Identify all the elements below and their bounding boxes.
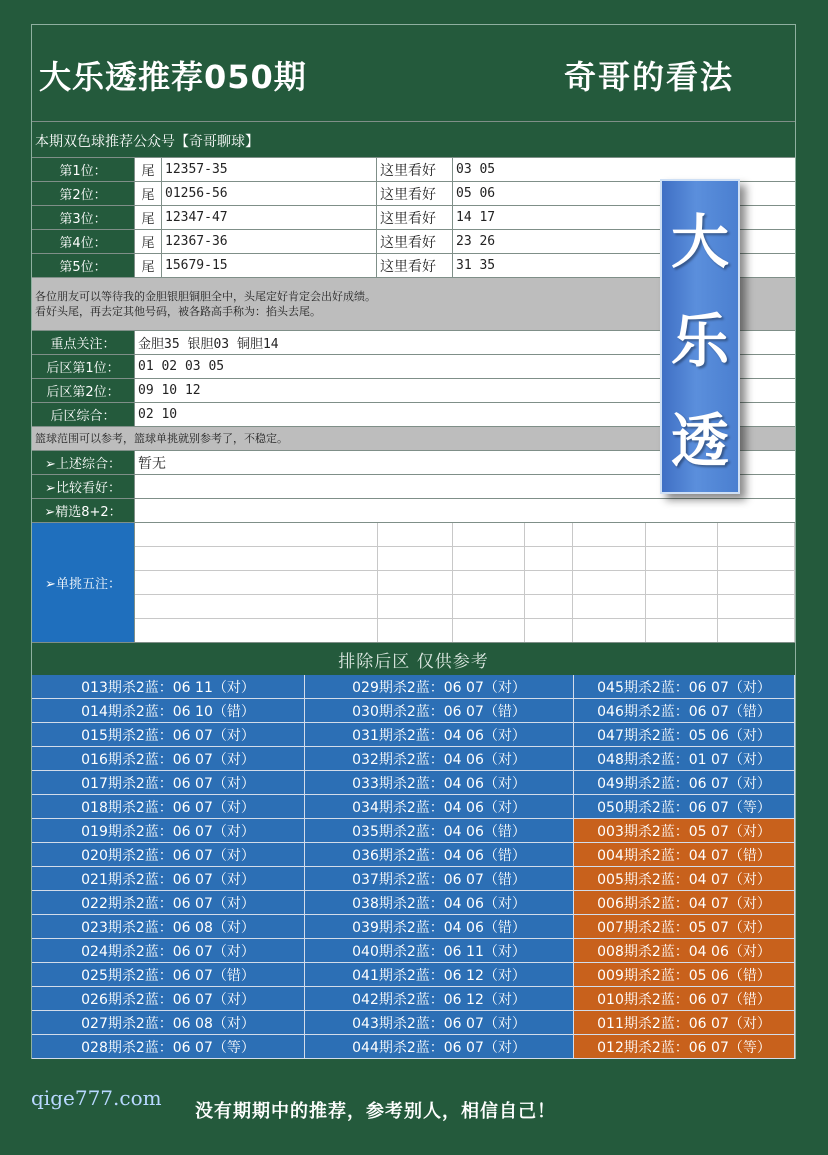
position-label: 第2位： xyxy=(32,182,135,205)
footer-url[interactable]: qige777.com xyxy=(31,1086,162,1110)
focus-label: 重点关注： xyxy=(32,331,135,354)
pick5-cell xyxy=(135,595,378,619)
rec-item: 033期杀2蓝：04 06（对） xyxy=(305,771,574,795)
rec-item: 012期杀2蓝：06 07（等） xyxy=(574,1035,795,1059)
rec-item: 031期杀2蓝：04 06（对） xyxy=(305,723,574,747)
good-numbers: 23 26 xyxy=(456,234,496,249)
rec-item: 004期杀2蓝：04 07（错） xyxy=(574,843,795,867)
pick5-cell xyxy=(646,523,718,547)
rec-item: 036期杀2蓝：04 06（错） xyxy=(305,843,574,867)
summary-label: ➢上述综合： xyxy=(32,451,135,474)
good-label: 这里看好 xyxy=(377,206,453,229)
badge-char-3: 透 xyxy=(670,407,729,476)
rec-item: 013期杀2蓝：06 11（对） xyxy=(32,675,305,699)
subtitle-row xyxy=(32,121,795,157)
good-numbers: 05 06 xyxy=(456,186,496,201)
pick5-cell xyxy=(135,523,378,547)
summary-label: ➢精选8+2： xyxy=(32,499,135,522)
rec-item: 034期杀2蓝：04 06（对） xyxy=(305,795,574,819)
rec-item: 039期杀2蓝：04 06（错） xyxy=(305,915,574,939)
summary-value: 暂无 xyxy=(138,455,166,472)
rec-item: 048期杀2蓝：01 07（对） xyxy=(574,747,795,771)
pick5-cell xyxy=(378,571,453,595)
rec-item: 007期杀2蓝：05 07（对） xyxy=(574,915,795,939)
rec-header: 排除后区 仅供参考 xyxy=(32,642,795,675)
pick5-cell xyxy=(525,595,573,619)
rec-item: 049期杀2蓝：06 07（对） xyxy=(574,771,795,795)
rec-item: 027期杀2蓝：06 08（对） xyxy=(32,1011,305,1035)
rec-item: 022期杀2蓝：06 07（对） xyxy=(32,891,305,915)
rec-item: 030期杀2蓝：06 07（错） xyxy=(305,699,574,723)
focus-label: 后区第2位： xyxy=(32,379,135,402)
rec-item: 029期杀2蓝：06 07（对） xyxy=(305,675,574,699)
tail-label: 尾 xyxy=(135,230,162,253)
tail-numbers: 15679-15 xyxy=(162,254,377,277)
focus-value: 01 02 03 05 xyxy=(138,359,225,374)
focus-label: 后区综合： xyxy=(32,403,135,426)
rec-item: 019期杀2蓝：06 07（对） xyxy=(32,819,305,843)
subtitle: 本期双色球推荐公众号【奇哥聊球】 xyxy=(35,134,259,150)
pick5-cell xyxy=(718,571,795,595)
pick5-cell xyxy=(135,547,378,571)
rec-item: 010期杀2蓝：06 07（错） xyxy=(574,987,795,1011)
pick5-cell xyxy=(453,523,525,547)
position-label: 第4位： xyxy=(32,230,135,253)
badge-char-1: 大 xyxy=(670,207,729,276)
pick5-cell xyxy=(646,547,718,571)
rec-item: 026期杀2蓝：06 07（对） xyxy=(32,987,305,1011)
good-label: 这里看好 xyxy=(377,182,453,205)
good-label: 这里看好 xyxy=(377,254,453,277)
rec-item: 024期杀2蓝：06 07（对） xyxy=(32,939,305,963)
title-bar xyxy=(32,25,795,121)
rec-item: 023期杀2蓝：06 08（对） xyxy=(32,915,305,939)
pick5-cell xyxy=(525,619,573,643)
rec-item: 045期杀2蓝：06 07（对） xyxy=(574,675,795,699)
rec-item: 035期杀2蓝：04 06（错） xyxy=(305,819,574,843)
pick5-cell xyxy=(378,547,453,571)
notice-text-2: 篮球范围可以参考，篮球单挑就别参考了，不稳定。 xyxy=(35,432,288,445)
pick5-cell xyxy=(378,595,453,619)
focus-value: 02 10 xyxy=(138,407,178,422)
good-label: 这里看好 xyxy=(377,158,453,181)
pick5-label: ➢单挑五注： xyxy=(32,523,135,642)
pick5-cell xyxy=(135,571,378,595)
rec-item: 025期杀2蓝：06 07（错） xyxy=(32,963,305,987)
rec-item: 018期杀2蓝：06 07（对） xyxy=(32,795,305,819)
rec-item: 040期杀2蓝：06 11（对） xyxy=(305,939,574,963)
pick5-grid xyxy=(135,523,795,642)
summary-label: ➢比较看好： xyxy=(32,475,135,498)
rec-item: 016期杀2蓝：06 07（对） xyxy=(32,747,305,771)
rec-item: 044期杀2蓝：06 07（对） xyxy=(305,1035,574,1059)
tail-label: 尾 xyxy=(135,158,162,181)
author-title: 奇哥的看法 xyxy=(564,58,735,96)
focus-value: 09 10 12 xyxy=(138,383,201,398)
rec-item: 028期杀2蓝：06 07（等） xyxy=(32,1035,305,1059)
pick5-cell xyxy=(525,571,573,595)
pick5-cell xyxy=(718,547,795,571)
pick5-cell xyxy=(646,619,718,643)
rec-item: 014期杀2蓝：06 10（错） xyxy=(32,699,305,723)
pick5-row xyxy=(32,522,795,642)
recommendation-sheet xyxy=(31,24,796,1059)
pick5-cell xyxy=(378,619,453,643)
good-numbers: 14 17 xyxy=(456,210,496,225)
rec-item: 003期杀2蓝：05 07（对） xyxy=(574,819,795,843)
footer-message: 没有期期中的推荐，参考别人，相信自己！ xyxy=(195,1101,556,1122)
good-numbers: 03 05 xyxy=(456,162,496,177)
good-numbers: 31 35 xyxy=(456,258,496,273)
tail-label: 尾 xyxy=(135,182,162,205)
pick5-cell xyxy=(718,523,795,547)
rec-item: 011期杀2蓝：06 07（对） xyxy=(574,1011,795,1035)
position-label: 第1位： xyxy=(32,158,135,181)
badge-char-2: 乐 xyxy=(670,307,729,376)
rec-item: 047期杀2蓝：05 06（对） xyxy=(574,723,795,747)
pick5-cell xyxy=(718,595,795,619)
pick5-cell xyxy=(718,619,795,643)
pick5-cell xyxy=(525,523,573,547)
pick5-cell xyxy=(453,595,525,619)
rec-item: 042期杀2蓝：06 12（对） xyxy=(305,987,574,1011)
pick5-cell xyxy=(573,547,646,571)
pick5-cell xyxy=(573,619,646,643)
pick5-cell xyxy=(453,571,525,595)
rec-item: 015期杀2蓝：06 07（对） xyxy=(32,723,305,747)
pick5-cell xyxy=(453,547,525,571)
tail-label: 尾 xyxy=(135,254,162,277)
tail-label: 尾 xyxy=(135,206,162,229)
pick5-cell xyxy=(646,571,718,595)
rec-item: 008期杀2蓝：04 06（对） xyxy=(574,939,795,963)
good-label: 这里看好 xyxy=(377,230,453,253)
rec-item: 046期杀2蓝：06 07（错） xyxy=(574,699,795,723)
focus-value: 金胆35 银胆03 铜胆14 xyxy=(138,337,279,352)
rec-item: 005期杀2蓝：04 07（对） xyxy=(574,867,795,891)
rec-item: 038期杀2蓝：04 06（对） xyxy=(305,891,574,915)
rec-item: 021期杀2蓝：06 07（对） xyxy=(32,867,305,891)
pick5-cell xyxy=(135,619,378,643)
tail-numbers: 12357-35 xyxy=(162,158,377,181)
tail-numbers: 01256-56 xyxy=(162,182,377,205)
focus-label: 后区第1位： xyxy=(32,355,135,378)
rec-item: 017期杀2蓝：06 07（对） xyxy=(32,771,305,795)
summary-row xyxy=(32,498,795,522)
page-title: 大乐透推荐050期 xyxy=(39,58,307,96)
rec-item: 032期杀2蓝：04 06（对） xyxy=(305,747,574,771)
pick5-cell xyxy=(646,595,718,619)
pick5-cell xyxy=(525,547,573,571)
notice-line-2: 看好头尾，再去定其他号码，被各路高手称为：掐头去尾。 xyxy=(35,305,321,318)
tail-numbers: 12367-36 xyxy=(162,230,377,253)
rec-item: 050期杀2蓝：06 07（等） xyxy=(574,795,795,819)
rec-item: 037期杀2蓝：06 07（错） xyxy=(305,867,574,891)
position-label: 第5位： xyxy=(32,254,135,277)
rec-item: 043期杀2蓝：06 07（对） xyxy=(305,1011,574,1035)
pick5-cell xyxy=(573,571,646,595)
pick5-cell xyxy=(453,619,525,643)
pick5-cell xyxy=(573,595,646,619)
lottery-badge xyxy=(660,179,740,494)
rec-grid xyxy=(32,675,795,1059)
pick5-cell xyxy=(573,523,646,547)
position-row xyxy=(32,157,795,181)
pick5-cell xyxy=(378,523,453,547)
rec-item: 006期杀2蓝：04 07（对） xyxy=(574,891,795,915)
rec-item: 041期杀2蓝：06 12（对） xyxy=(305,963,574,987)
position-label: 第3位： xyxy=(32,206,135,229)
notice-line-1: 各位朋友可以等待我的金胆银胆铜胆全中，头尾定好肯定会出好成绩。 xyxy=(35,290,376,303)
rec-item: 009期杀2蓝：05 06（错） xyxy=(574,963,795,987)
summary-value xyxy=(135,499,795,522)
rec-item: 020期杀2蓝：06 07（对） xyxy=(32,843,305,867)
tail-numbers: 12347-47 xyxy=(162,206,377,229)
